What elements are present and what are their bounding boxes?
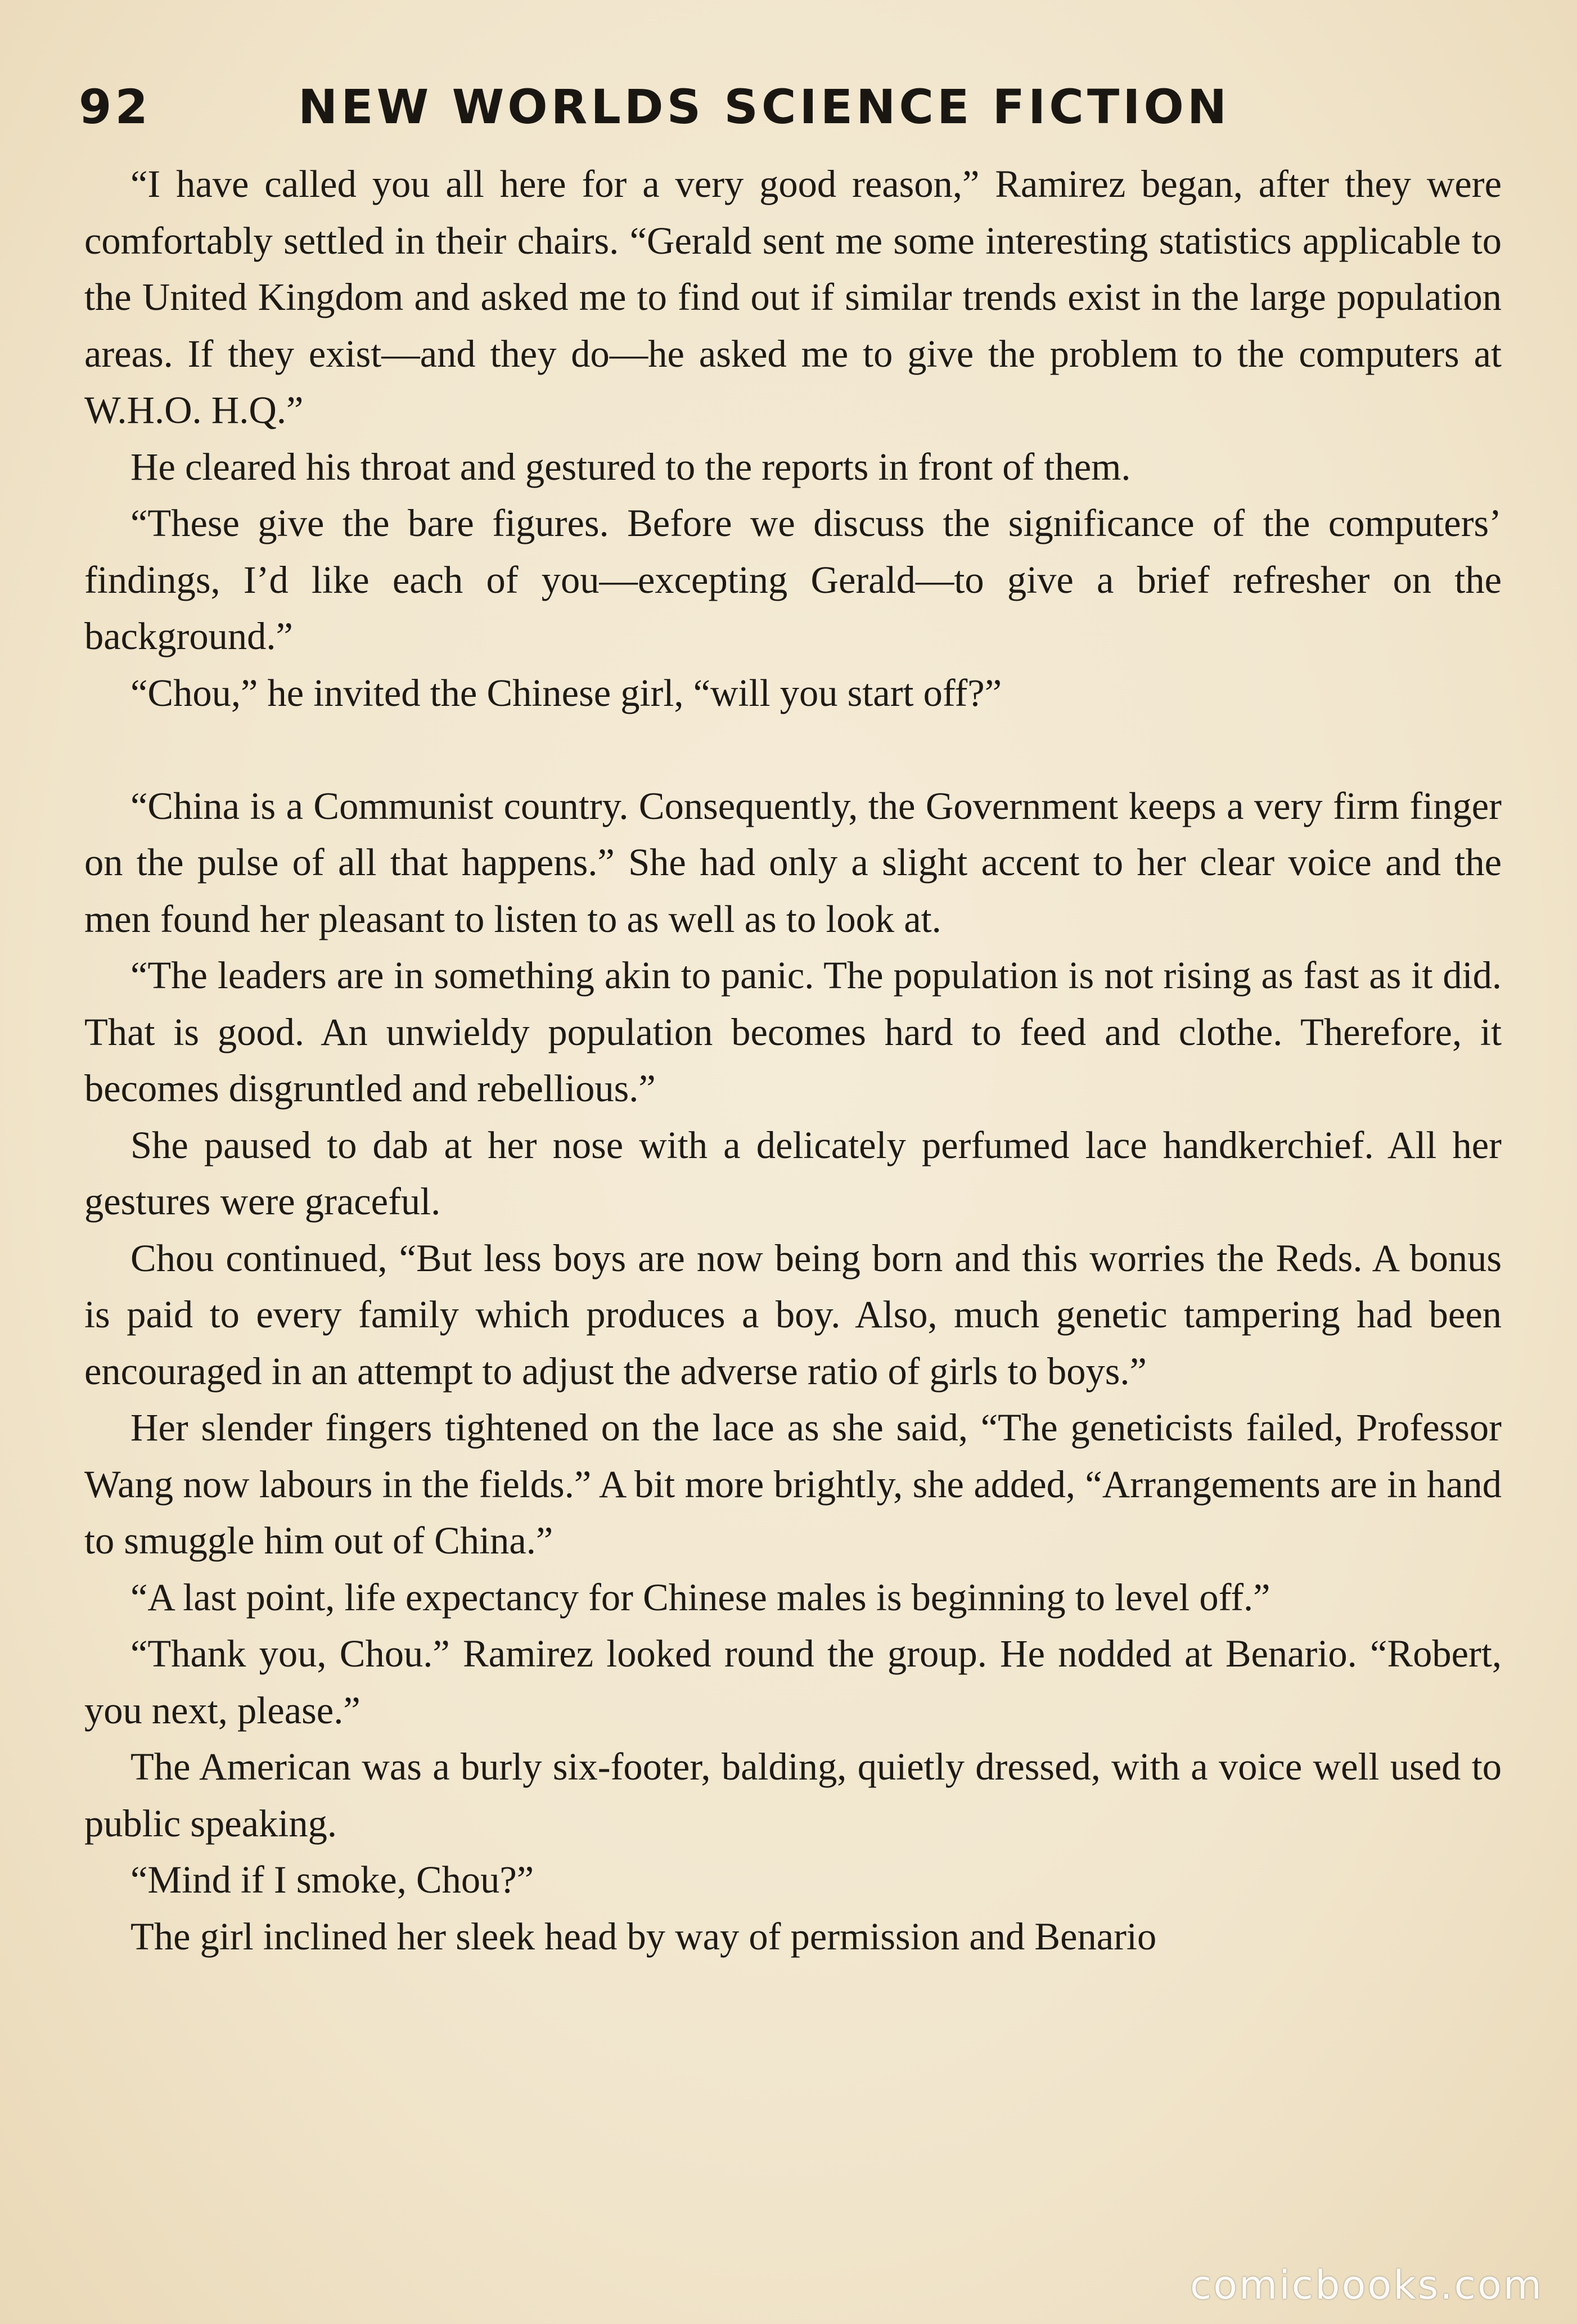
paragraph: “The leaders are in something akin to panic. The population is not rising as fast as it did. That is good. An unwieldy population becomes hard to feed and clothe. Therefore, it becomes disgruntled and rebellious.” xyxy=(84,954,1502,1110)
paragraph: “Chou,” he invited the Chinese girl, “will you start off?” xyxy=(130,671,1002,714)
paragraph: The American was a burly six-footer, balding, quietly dressed, with a voice well used to public speaking. xyxy=(84,1745,1502,1845)
paragraph: “I have called you all here for a very good reason,” Ramirez began, after they were comfortably settled in their chairs. “Gerald sent me some interesting statistics applicable to the United Kingdom and asked me to find out if similar trends exist in the large population areas. If they exist—and they do—he asked me to give the problem to the computers at W.H.O. H.Q.” xyxy=(84,163,1502,431)
paragraph: “China is a Communist country. Consequently, the Government keeps a very firm finger on the pulse of all that happens.” She had only a slight accent to her clear voice and the men found her pleasant to listen to as well as to look at. xyxy=(84,784,1502,940)
page-number: 92 xyxy=(79,79,151,134)
paragraph: “Mind if I smoke, Chou?” xyxy=(130,1858,534,1901)
paragraph: She paused to dab at her nose with a delicately perfumed lace handkerchief. All her gestures were graceful. xyxy=(84,1123,1502,1223)
paragraph: “These give the bare figures. Before we discuss the significance of the computers’ findings, I’d like each of you—excepting Gerald—to give a brief refresher on the background.” xyxy=(84,502,1502,657)
magazine-title: NEW WORLDS SCIENCE FICTION xyxy=(298,79,1231,134)
paragraph: Chou continued, “But less boys are now being born and this worries the Reds. A bonus is paid to every family which produces a boy. Also, much genetic tampering had been encouraged in an attempt to adjust the adverse ratio of girls to boys.” xyxy=(84,1236,1502,1393)
story-text xyxy=(84,156,1502,1965)
page-header xyxy=(79,76,1519,138)
paragraph: He cleared his throat and gestured to the reports in front of them. xyxy=(130,445,1131,488)
paragraph: “A last point, life expectancy for Chinese males is beginning to level off.” xyxy=(130,1575,1270,1619)
paragraph: Her slender fingers tightened on the lace as she said, “The geneticists failed, Professor Wang now labours in the fields.” A bit more brightly, she added, “Arrangements are in hand to smuggle him out of China.” xyxy=(84,1406,1502,1562)
source-watermark: comicbooks.com xyxy=(1189,2262,1543,2308)
paragraph: “Thank you, Chou.” Ramirez looked round the group. He nodded at Benario. “Robert, you next, please.” xyxy=(84,1632,1502,1732)
paragraph: The girl inclined her sleek head by way of permission and Benario xyxy=(130,1915,1157,1958)
